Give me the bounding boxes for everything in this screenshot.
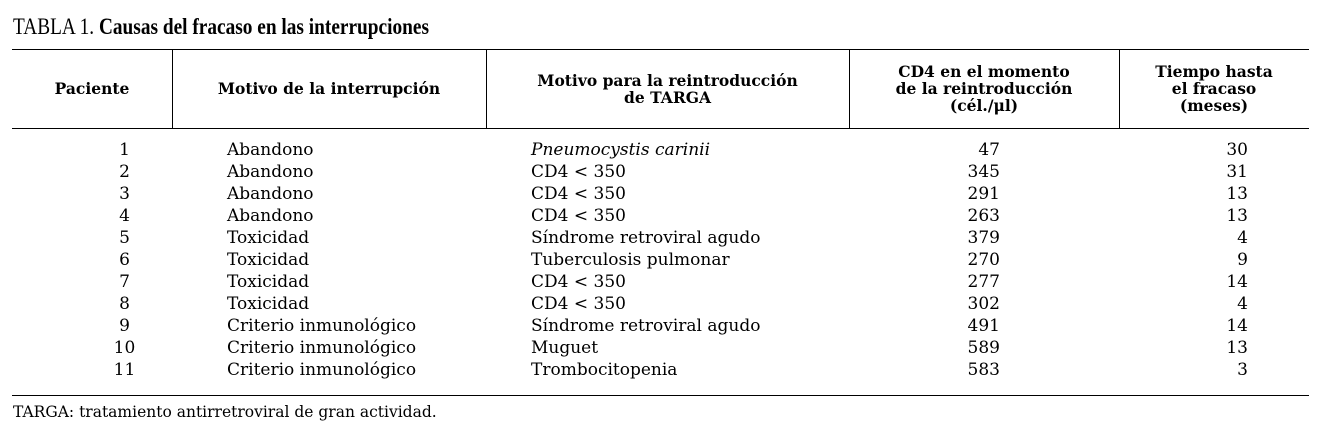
table-row	[12, 337, 1309, 359]
cell-tiempo: 13	[1226, 206, 1248, 226]
cell-tiempo: 31	[1226, 162, 1248, 182]
table-row	[12, 161, 1309, 183]
cell-paciente: 10	[113, 338, 136, 358]
table-footnote: TARGA: tratamiento antirretroviral de gran actividad.	[13, 403, 437, 421]
table-title	[13, 12, 429, 42]
cell-motivo-reintroduccion: Muguet	[531, 338, 599, 358]
cell-tiempo: 14	[1226, 316, 1248, 336]
cell-motivo-interrupcion: Abandono	[227, 140, 314, 160]
cell-cd4: 302	[967, 294, 1000, 314]
table-row	[12, 359, 1309, 381]
cell-motivo-reintroduccion: CD4 < 350	[531, 184, 626, 204]
table-row	[12, 227, 1309, 249]
cell-paciente: 7	[119, 272, 130, 292]
header-cd4	[849, 49, 1119, 128]
cell-motivo-reintroduccion: Síndrome retroviral agudo	[531, 316, 761, 336]
table-row	[12, 249, 1309, 271]
cell-cd4: 277	[967, 272, 1000, 292]
header-cd4-label: CD4 en el momento de la reintroducción (cél./μl)	[895, 62, 1073, 115]
table-bottom-rule	[12, 395, 1309, 396]
cell-paciente: 11	[113, 360, 136, 380]
header-motivo-reintroduccion-label: Motivo para la reintroducción de TARGA	[537, 70, 798, 107]
header-tiempo	[1119, 49, 1309, 128]
cell-motivo-interrupcion: Abandono	[227, 206, 314, 226]
cell-motivo-reintroduccion: CD4 < 350	[531, 272, 626, 292]
cell-tiempo: 14	[1226, 272, 1248, 292]
cell-paciente: 6	[119, 250, 130, 270]
cell-paciente: 2	[119, 162, 130, 182]
cell-motivo-interrupcion: Abandono	[227, 162, 314, 182]
cell-motivo-reintroduccion: Síndrome retroviral agudo	[531, 228, 761, 248]
cell-tiempo: 13	[1226, 338, 1248, 358]
cell-cd4: 263	[967, 206, 1000, 226]
cell-motivo-interrupcion: Criterio inmunológico	[227, 338, 417, 358]
cell-cd4: 291	[967, 184, 1000, 204]
table-row	[12, 293, 1309, 315]
table-title-label: TABLA 1.	[13, 14, 95, 39]
cell-tiempo: 30	[1226, 140, 1248, 160]
table-row	[12, 315, 1309, 337]
header-paciente-label: Paciente	[54, 79, 130, 98]
cell-paciente: 3	[119, 184, 130, 204]
cell-paciente: 4	[119, 206, 130, 226]
cell-tiempo: 4	[1237, 294, 1248, 314]
cell-paciente: 9	[119, 316, 130, 336]
cell-cd4: 345	[967, 162, 1000, 182]
header-tiempo-label: Tiempo hasta el fracaso (meses)	[1155, 62, 1273, 115]
cell-motivo-interrupcion: Criterio inmunológico	[227, 360, 417, 380]
cell-tiempo: 4	[1237, 228, 1248, 248]
cell-motivo-reintroduccion: CD4 < 350	[531, 162, 626, 182]
table-row	[12, 271, 1309, 293]
cell-cd4: 491	[967, 316, 1000, 336]
table-title-text: Causas del fracaso en las interrupciones	[98, 14, 429, 39]
cell-motivo-interrupcion: Toxicidad	[227, 228, 310, 248]
cell-motivo-reintroduccion: CD4 < 350	[531, 294, 626, 314]
cell-cd4: 589	[967, 338, 1000, 358]
cell-motivo-interrupcion: Toxicidad	[227, 294, 310, 314]
cell-paciente: 8	[119, 294, 130, 314]
cell-motivo-interrupcion: Toxicidad	[227, 250, 310, 270]
cell-motivo-reintroduccion: CD4 < 350	[531, 206, 626, 226]
table-row	[12, 183, 1309, 205]
cell-motivo-interrupcion: Abandono	[227, 184, 314, 204]
table-row	[12, 139, 1309, 161]
cell-motivo-interrupcion: Criterio inmunológico	[227, 316, 417, 336]
cell-tiempo: 9	[1237, 250, 1248, 270]
cell-motivo-reintroduccion: Tuberculosis pulmonar	[531, 250, 730, 270]
cell-cd4: 379	[967, 228, 1000, 248]
header-motivo-reintroduccion	[486, 49, 849, 128]
header-motivo-interrupcion	[172, 49, 486, 128]
cell-paciente: 1	[119, 140, 130, 160]
cell-tiempo: 3	[1237, 360, 1248, 380]
cell-tiempo: 13	[1226, 184, 1248, 204]
header-bottom-rule	[12, 128, 1309, 129]
cell-cd4: 47	[978, 140, 1000, 160]
cell-motivo-interrupcion: Toxicidad	[227, 272, 310, 292]
header-paciente	[12, 49, 172, 128]
header-motivo-interrupcion-label: Motivo de la interrupción	[217, 79, 441, 98]
cell-cd4: 583	[967, 360, 1000, 380]
table-row	[12, 205, 1309, 227]
cell-cd4: 270	[967, 250, 1000, 270]
cell-motivo-reintroduccion: Trombocitopenia	[531, 360, 678, 380]
cell-motivo-reintroduccion: Pneumocystis carinii	[531, 140, 711, 160]
cell-paciente: 5	[119, 228, 130, 248]
